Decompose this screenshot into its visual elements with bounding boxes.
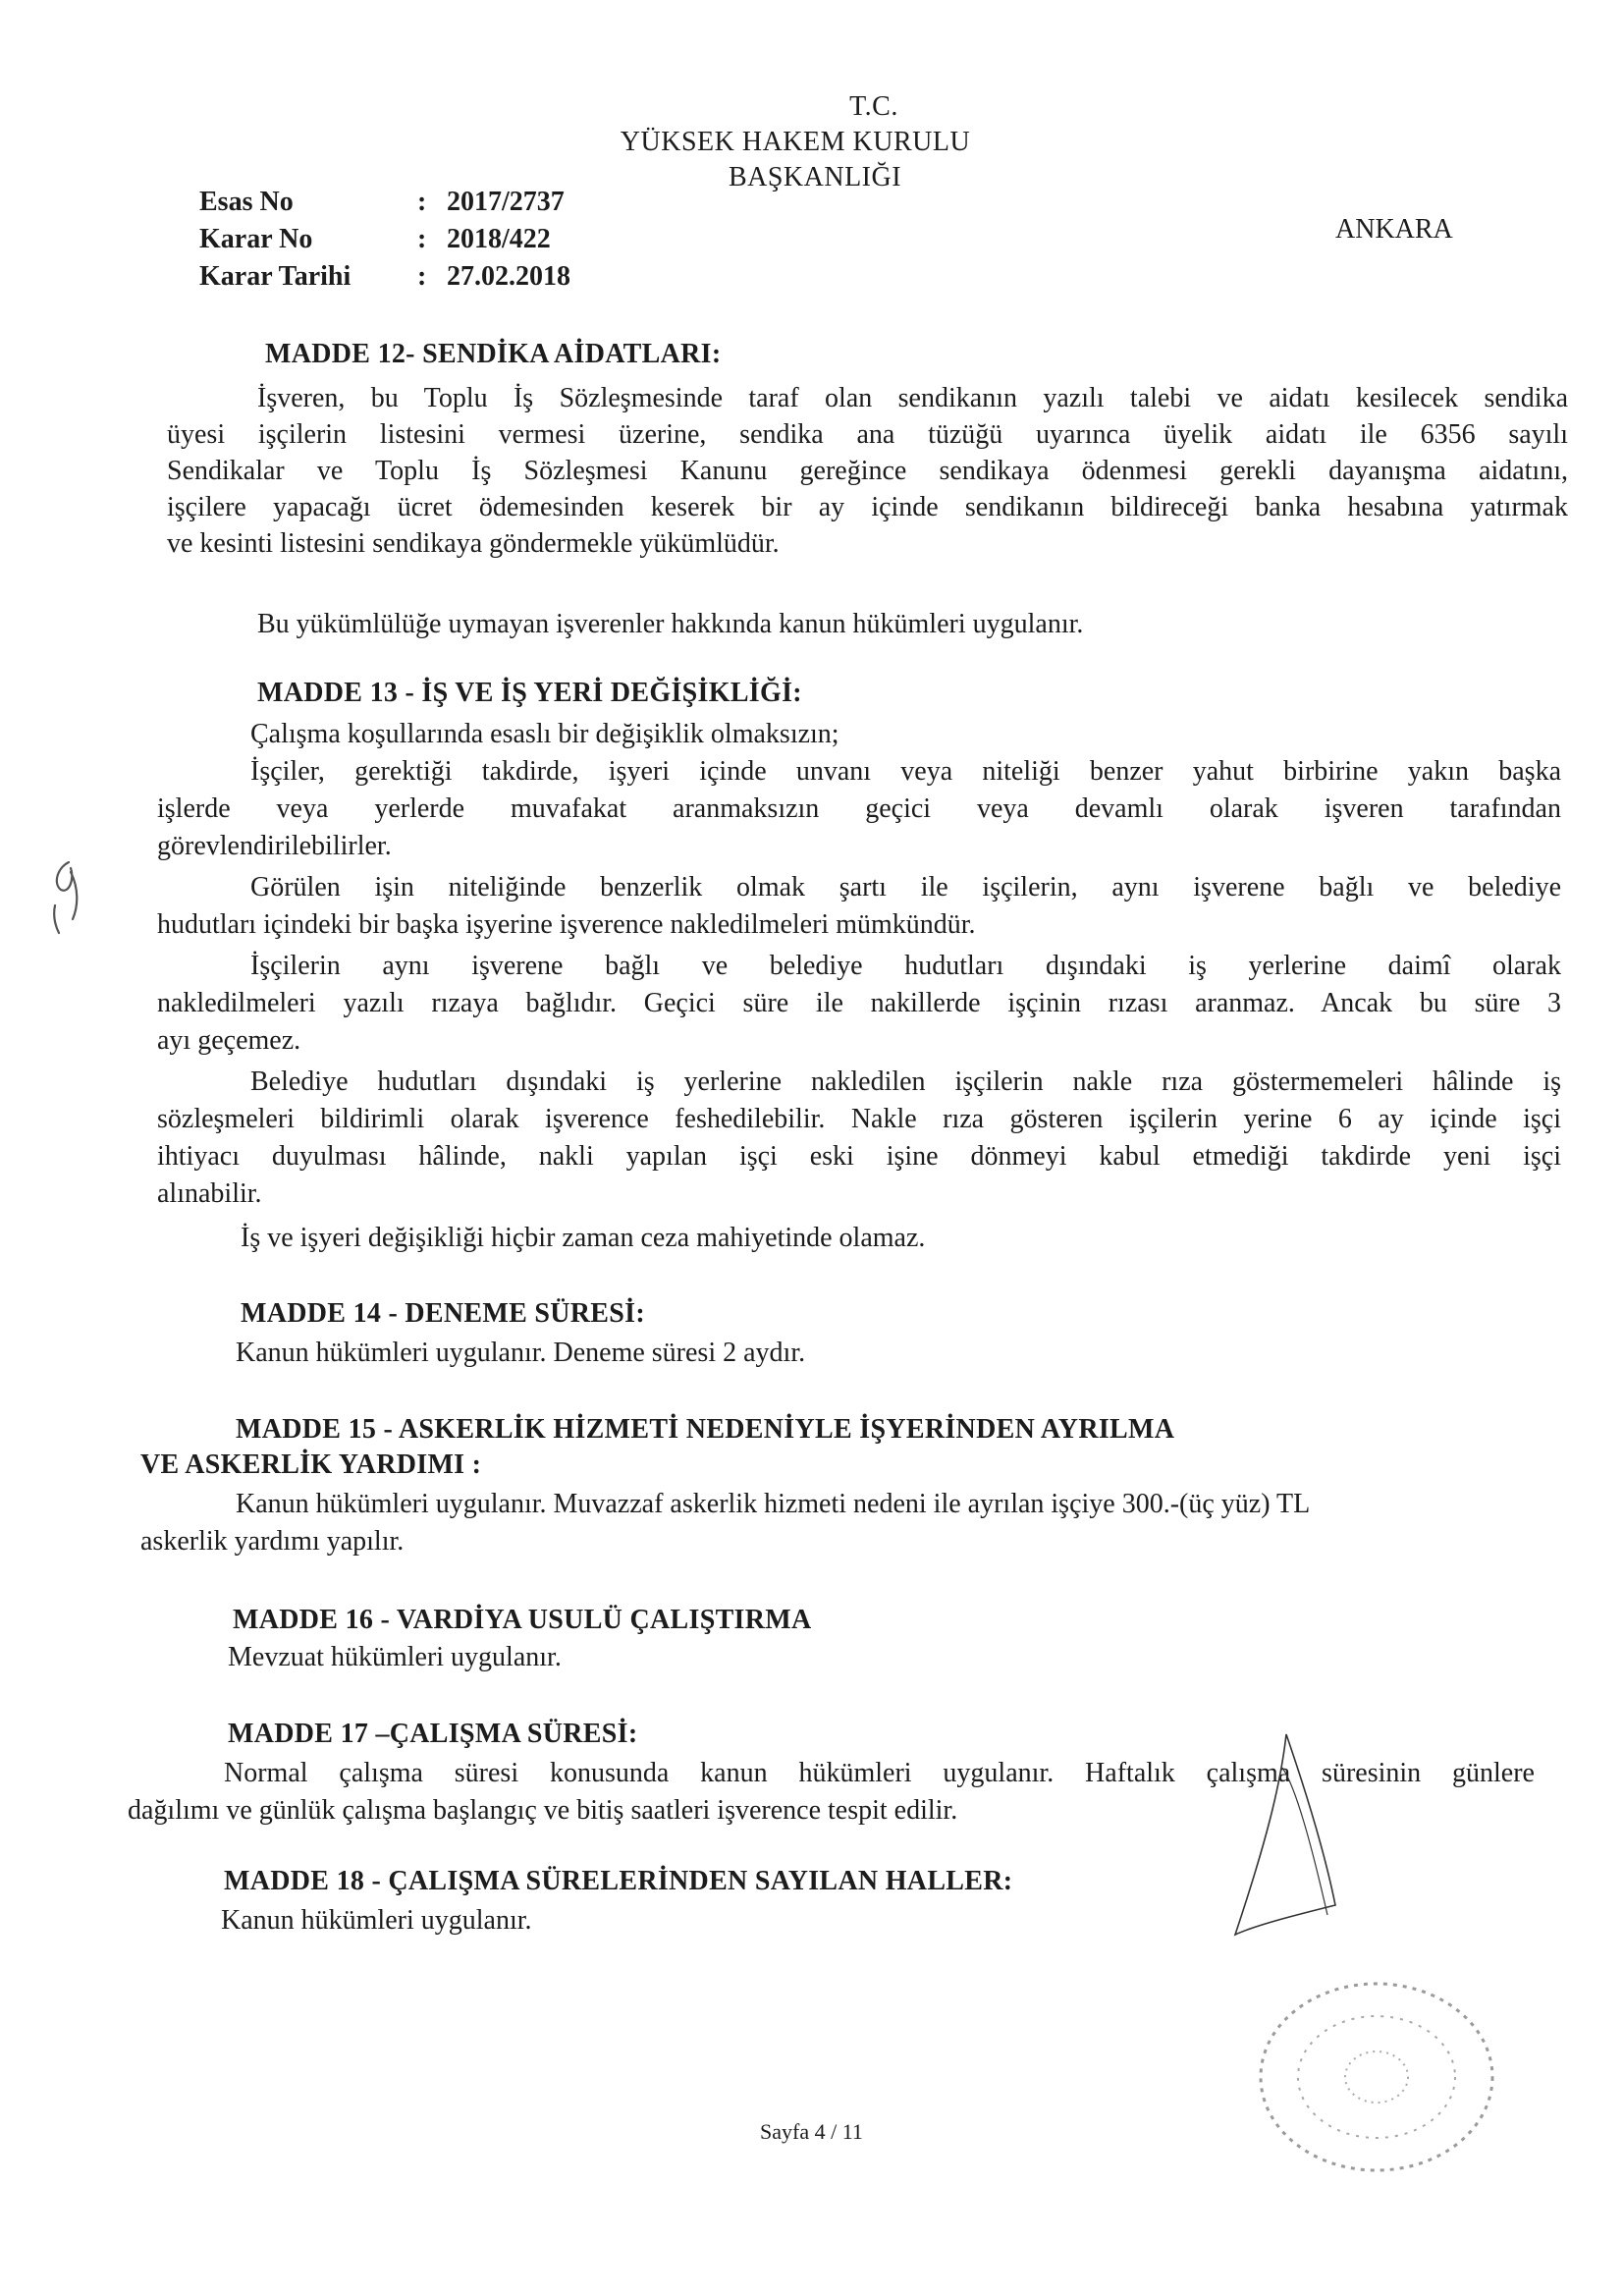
meta-label: Karar No bbox=[199, 224, 313, 254]
article-13-line: İş ve işyeri değişikliği hiçbir zaman ceza mahiyetinde olamaz. bbox=[241, 1223, 926, 1253]
meta-value: 2017/2737 bbox=[447, 187, 565, 217]
article-15-title: MADDE 15 - ASKERLİK HİZMETİ NEDENİYLE İŞYERİNDEN AYRILMA bbox=[236, 1414, 1175, 1445]
page-number: Sayfa 4 / 11 bbox=[760, 2119, 863, 2144]
article-18-line: Kanun hükümleri uygulanır. bbox=[221, 1905, 532, 1936]
article-13-line: alınabilir. bbox=[157, 1178, 262, 1209]
article-17-line: Normal çalışma süresi konusunda kanun hükümleri uygulanır. Haftalık çalışma süresinin günlere bbox=[224, 1758, 1535, 1788]
article-15-line: askerlik yardımı yapılır. bbox=[140, 1526, 405, 1557]
article-17-line: dağılımı ve günlük çalışma başlangıç ve bitiş saatleri işverence tespit edilir. bbox=[128, 1795, 958, 1826]
round-stamp bbox=[1239, 1969, 1504, 2185]
article-14-title: MADDE 14 - DENEME SÜRESİ: bbox=[241, 1298, 645, 1329]
article-12-line: İşveren, bu Toplu İş Sözleşmesinde taraf olan sendikanın yazılı talebi ve aidatı kesilecek sendika bbox=[257, 383, 1568, 413]
meta-sep: : bbox=[417, 261, 427, 292]
meta-value: 2018/422 bbox=[447, 224, 551, 254]
article-12-line: üyesi işçilerin listesini vermesi üzerine, sendika ana tüzüğü uyarınca üyelik aidatı ile 6356 sayılı bbox=[167, 419, 1568, 450]
article-13-line: Çalışma koşullarında esaslı bir değişiklik olmaksızın; bbox=[250, 719, 839, 749]
article-13-line: Belediye hudutları dışındaki iş yerlerine nakledilen işçilerin nakle rıza göstermemeleri hâlinde iş bbox=[250, 1066, 1561, 1097]
article-12-line: Sendikalar ve Toplu İş Sözleşmesi Kanunu gereğince sendikaya ödenmesi gerekli dayanışma aidatını, bbox=[167, 456, 1568, 486]
article-12-line: işçilere yapacağı ücret ödemesinden keserek bir ay içinde sendikanın bildireceği banka hesabına yatırmak bbox=[167, 492, 1568, 522]
article-13-title: MADDE 13 - İŞ VE İŞ YERİ DEĞİŞİKLİĞİ: bbox=[257, 678, 802, 708]
article-13-line: İşçiler, gerektiği takdirde, işyeri içinde unvanı veya niteliği benzer yahut birbirine yakın başka bbox=[250, 756, 1561, 787]
article-13-line: ayı geçemez. bbox=[157, 1025, 301, 1056]
header-tc: T.C. bbox=[849, 91, 898, 122]
header-city: ANKARA bbox=[1335, 214, 1453, 245]
article-15-title-cont: VE ASKERLİK YARDIMI : bbox=[140, 1449, 482, 1480]
article-16-title: MADDE 16 - VARDİYA USULÜ ÇALIŞTIRMA bbox=[233, 1605, 812, 1635]
article-12-title: MADDE 12- SENDİKA AİDATLARI: bbox=[265, 339, 722, 369]
meta-label: Esas No bbox=[199, 187, 294, 217]
article-13-line: nakledilmeleri yazılı rızaya bağlıdır. Geçici süre ile nakillerde işçinin rızası aranmaz. Ancak bu süre 3 bbox=[157, 988, 1561, 1018]
meta-sep: : bbox=[417, 187, 427, 217]
header-dept: BAŞKANLIĞI bbox=[728, 162, 902, 192]
article-16-line: Mevzuat hükümleri uygulanır. bbox=[228, 1642, 562, 1672]
article-17-title: MADDE 17 –ÇALIŞMA SÜRESİ: bbox=[228, 1719, 638, 1749]
article-13-line: İşçilerin aynı işverene bağlı ve belediye hudutları dışındaki iş yerlerine daimî olarak bbox=[250, 951, 1561, 981]
article-13-line: ihtiyacı duyulması hâlinde, nakli yapılan işçi eski işine dönmeyi kabul etmediği takdirde yeni işçi bbox=[157, 1141, 1561, 1172]
margin-handwriting-mark bbox=[39, 854, 98, 943]
article-18-title: MADDE 18 - ÇALIŞMA SÜRELERİNDEN SAYILAN HALLER: bbox=[224, 1866, 1013, 1896]
article-14-line: Kanun hükümleri uygulanır. Deneme süresi 2 aydır. bbox=[236, 1338, 806, 1368]
meta-label: Karar Tarihi bbox=[199, 261, 352, 292]
meta-value: 27.02.2018 bbox=[447, 261, 570, 292]
meta-sep: : bbox=[417, 224, 427, 254]
article-15-line: Kanun hükümleri uygulanır. Muvazzaf askerlik hizmeti nedeni ile ayrılan işçiye 300.-(üç yüz) TL bbox=[236, 1489, 1311, 1519]
article-13-line: sözleşmeleri bildirimli olarak işverence feshedilebilir. Nakle rıza gösteren işçilerin yerine 6 ay içinde işçi bbox=[157, 1104, 1561, 1134]
article-13-line: Görülen işin niteliğinde benzerlik olmak şartı ile işçilerin, aynı işverene bağlı ve belediye bbox=[250, 872, 1561, 902]
article-12-line: Bu yükümlülüğe uymayan işverenler hakkında kanun hükümleri uygulanır. bbox=[257, 609, 1084, 639]
article-13-line: işlerde veya yerlerde muvafakat aranmaksızın geçici veya devamlı olarak işveren tarafından bbox=[157, 793, 1561, 824]
article-12-line: ve kesinti listesini sendikaya göndermekle yükümlüdür. bbox=[167, 528, 780, 559]
article-13-line: görevlendirilebilirler. bbox=[157, 831, 392, 861]
signature-scribble bbox=[1217, 1728, 1355, 1954]
article-13-line: hudutları içindeki bir başka işyerine işverence nakledilmeleri mümkündür. bbox=[157, 909, 976, 940]
header-org: YÜKSEK HAKEM KURULU bbox=[620, 127, 971, 157]
